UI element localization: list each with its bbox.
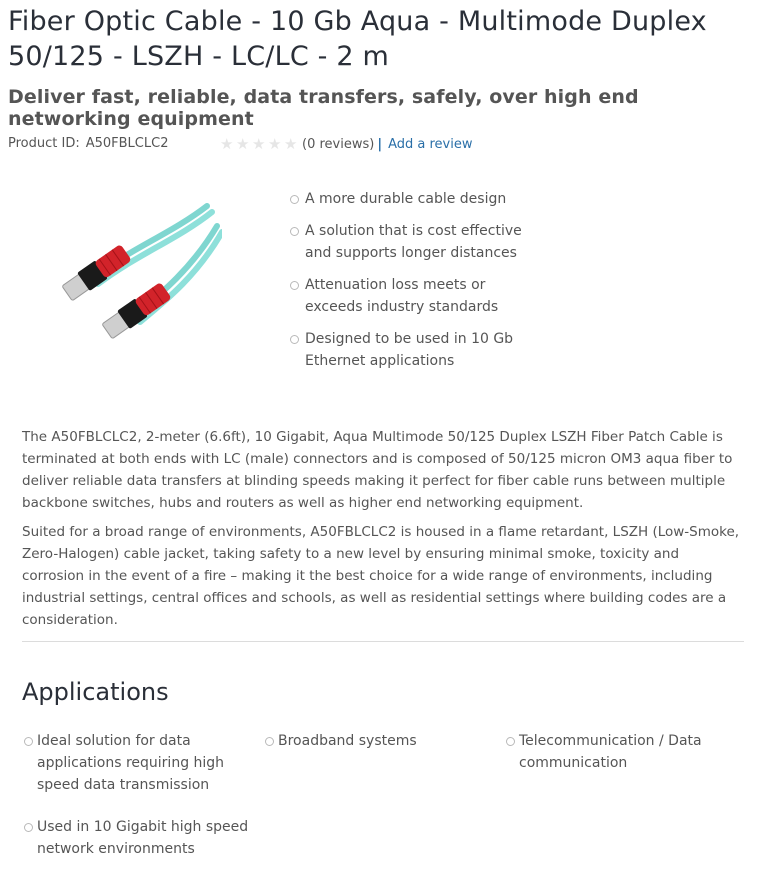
application-item: Used in 10 Gigabit high speed network environments [22,816,252,860]
product-id-label: Product ID: [8,136,80,151]
fiber-optic-cable-image[interactable] [22,198,222,358]
star-icon: ★ [252,135,266,153]
application-item: Ideal solution for data applications requiring high speed data transmission [22,730,237,796]
star-icon: ★ [284,135,298,153]
star-icon: ★ [268,135,282,153]
product-id-value: A50FBLCLC2 [85,136,169,151]
feature-list [288,188,528,382]
star-icon: ★ [236,135,250,153]
product-title: Fiber Optic Cable - 10 Gb Aqua - Multimode Duplex 50/125 - LSZH - LC/LC - 2 m [8,6,707,72]
reviews-count[interactable]: (0 reviews) [302,136,375,152]
product-id [8,136,168,151]
add-review-link[interactable]: Add a review [388,136,473,152]
description-paragraph: The A50FBLCLC2, 2-meter (6.6ft), 10 Gigabit, Aqua Multimode 50/125 Duplex LSZH Fiber Patch Cable is terminated at both ends with LC (male) connectors and is composed of 50/125 micron OM3 aqua fiber to deliver reliable data transfers at blinding speeds making it perfect for fiber cable runs between multiple backbone switches, hubs and routers as well as higher end networking equipment. [22,429,733,511]
description-paragraph: Suited for a broad range of environments, A50FBLCLC2 is housed in a flame retardant, LSZH (Low-Smoke, Zero-Halogen) cable jacket, taking safety to a new level by ensuring minimal smoke, toxicity and corrosion in the event of a fire – making it the best choice for a wide range of environments, including industrial settings, central offices and schools, as well as residential settings where building codes are a consideration. [22,524,740,628]
applications-heading: Applications [22,678,169,706]
feature-item: Attenuation loss meets or exceeds industry standards [288,274,528,318]
feature-item: A more durable cable design [288,188,528,210]
star-icon: ★ [220,135,234,153]
feature-item: A solution that is cost effective and supports longer distances [288,220,528,264]
application-item: Broadband systems [263,730,478,752]
section-divider [22,641,744,642]
rating-separator: | [377,136,383,152]
cable-illustration [22,198,222,358]
application-item: Telecommunication / Data communication [504,730,719,774]
feature-item: Designed to be used in 10 Gb Ethernet applications [288,328,528,372]
product-subtitle: Deliver fast, reliable, data transfers, safely, over high end networking equipment [8,86,639,130]
product-description [22,426,744,638]
rating [220,136,472,152]
